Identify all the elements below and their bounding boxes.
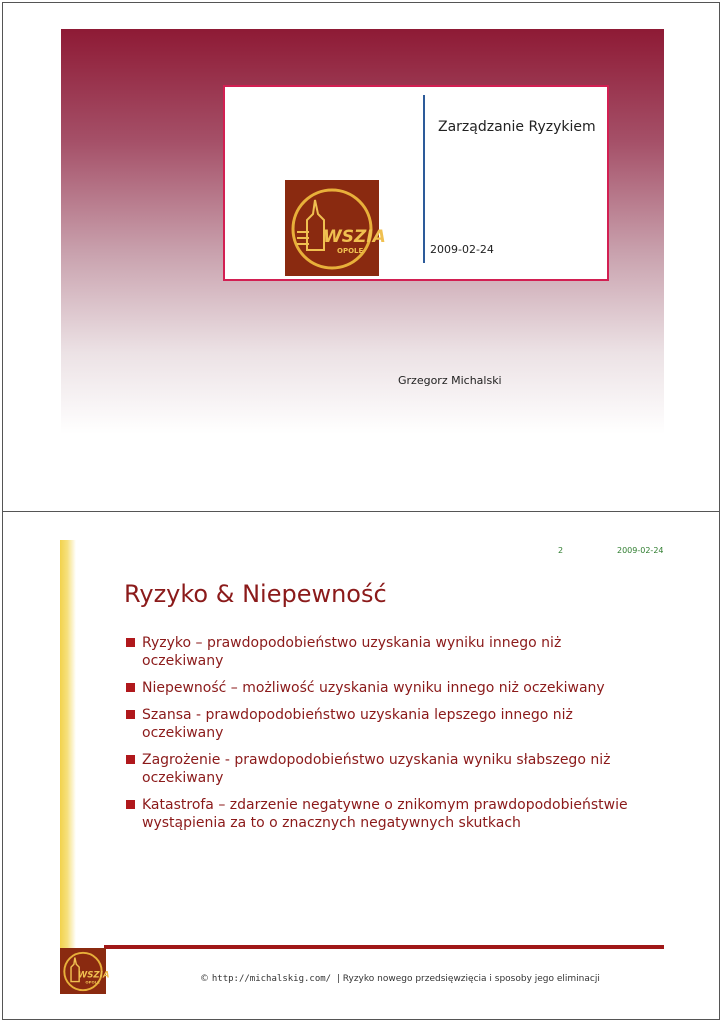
square-bullet-icon: [126, 710, 135, 719]
title-card: [223, 85, 609, 281]
footer-caption: Ryzyko nowego przedsięwzięcia i sposoby jego eliminacji: [342, 974, 600, 984]
slide-divider: [2, 511, 720, 512]
author-name: Grzegorz Michalski: [398, 374, 502, 387]
bullet-item: [124, 679, 644, 697]
square-bullet-icon: [126, 638, 135, 647]
svg-text:WSZIA: WSZIA: [77, 970, 110, 981]
footer: [200, 974, 600, 984]
title-slide: [61, 29, 664, 479]
bullet-item: [124, 796, 644, 832]
slide-page-number: 2: [558, 546, 564, 555]
bullet-item: [124, 751, 644, 787]
wszia-logo: [285, 180, 386, 276]
bullet-list: [124, 634, 644, 841]
presentation-title: Zarządzanie Ryzykiem: [438, 119, 596, 135]
footer-link[interactable]: http://michalskig.com/: [211, 974, 332, 984]
square-bullet-icon: [126, 683, 135, 692]
bullet-item: [124, 634, 644, 670]
svg-text:OPOLE: OPOLE: [337, 247, 364, 255]
bullet-item: [124, 706, 644, 742]
card-divider-line: [423, 95, 425, 263]
bullet-text: Katastrofa – zdarzenie negatywne o znikomym prawdopodobieństwie wystąpienia za to o znacznych negatywnych skutkach: [142, 797, 628, 831]
square-bullet-icon: [126, 800, 135, 809]
bullet-text: Niepewność – możliwość uzyskania wyniku innego niż oczekiwany: [142, 680, 605, 696]
wszia-logo-small: [60, 948, 110, 994]
bullet-text: Zagrożenie - prawdopodobieństwo uzyskania wyniku słabszego niż oczekiwany: [142, 752, 611, 786]
presentation-date: 2009-02-24: [430, 243, 494, 256]
slide-header-date: 2009-02-24: [617, 546, 664, 555]
copyright-symbol: ©: [200, 974, 209, 984]
bullet-text: Ryzyko – prawdopodobieństwo uzyskania wyniku innego niż oczekiwany: [142, 635, 562, 669]
square-bullet-icon: [126, 755, 135, 764]
footer-rule: [104, 945, 664, 949]
bullet-text: Szansa - prawdopodobieństwo uzyskania lepszego innego niż oczekiwany: [142, 707, 573, 741]
yellow-side-bar: [60, 540, 76, 948]
footer-separator: |: [336, 974, 340, 984]
slide-title: Ryzyko & Niepewność: [124, 580, 387, 608]
svg-text:WSZIA: WSZIA: [323, 227, 386, 247]
svg-text:OPOLE: OPOLE: [85, 979, 100, 985]
